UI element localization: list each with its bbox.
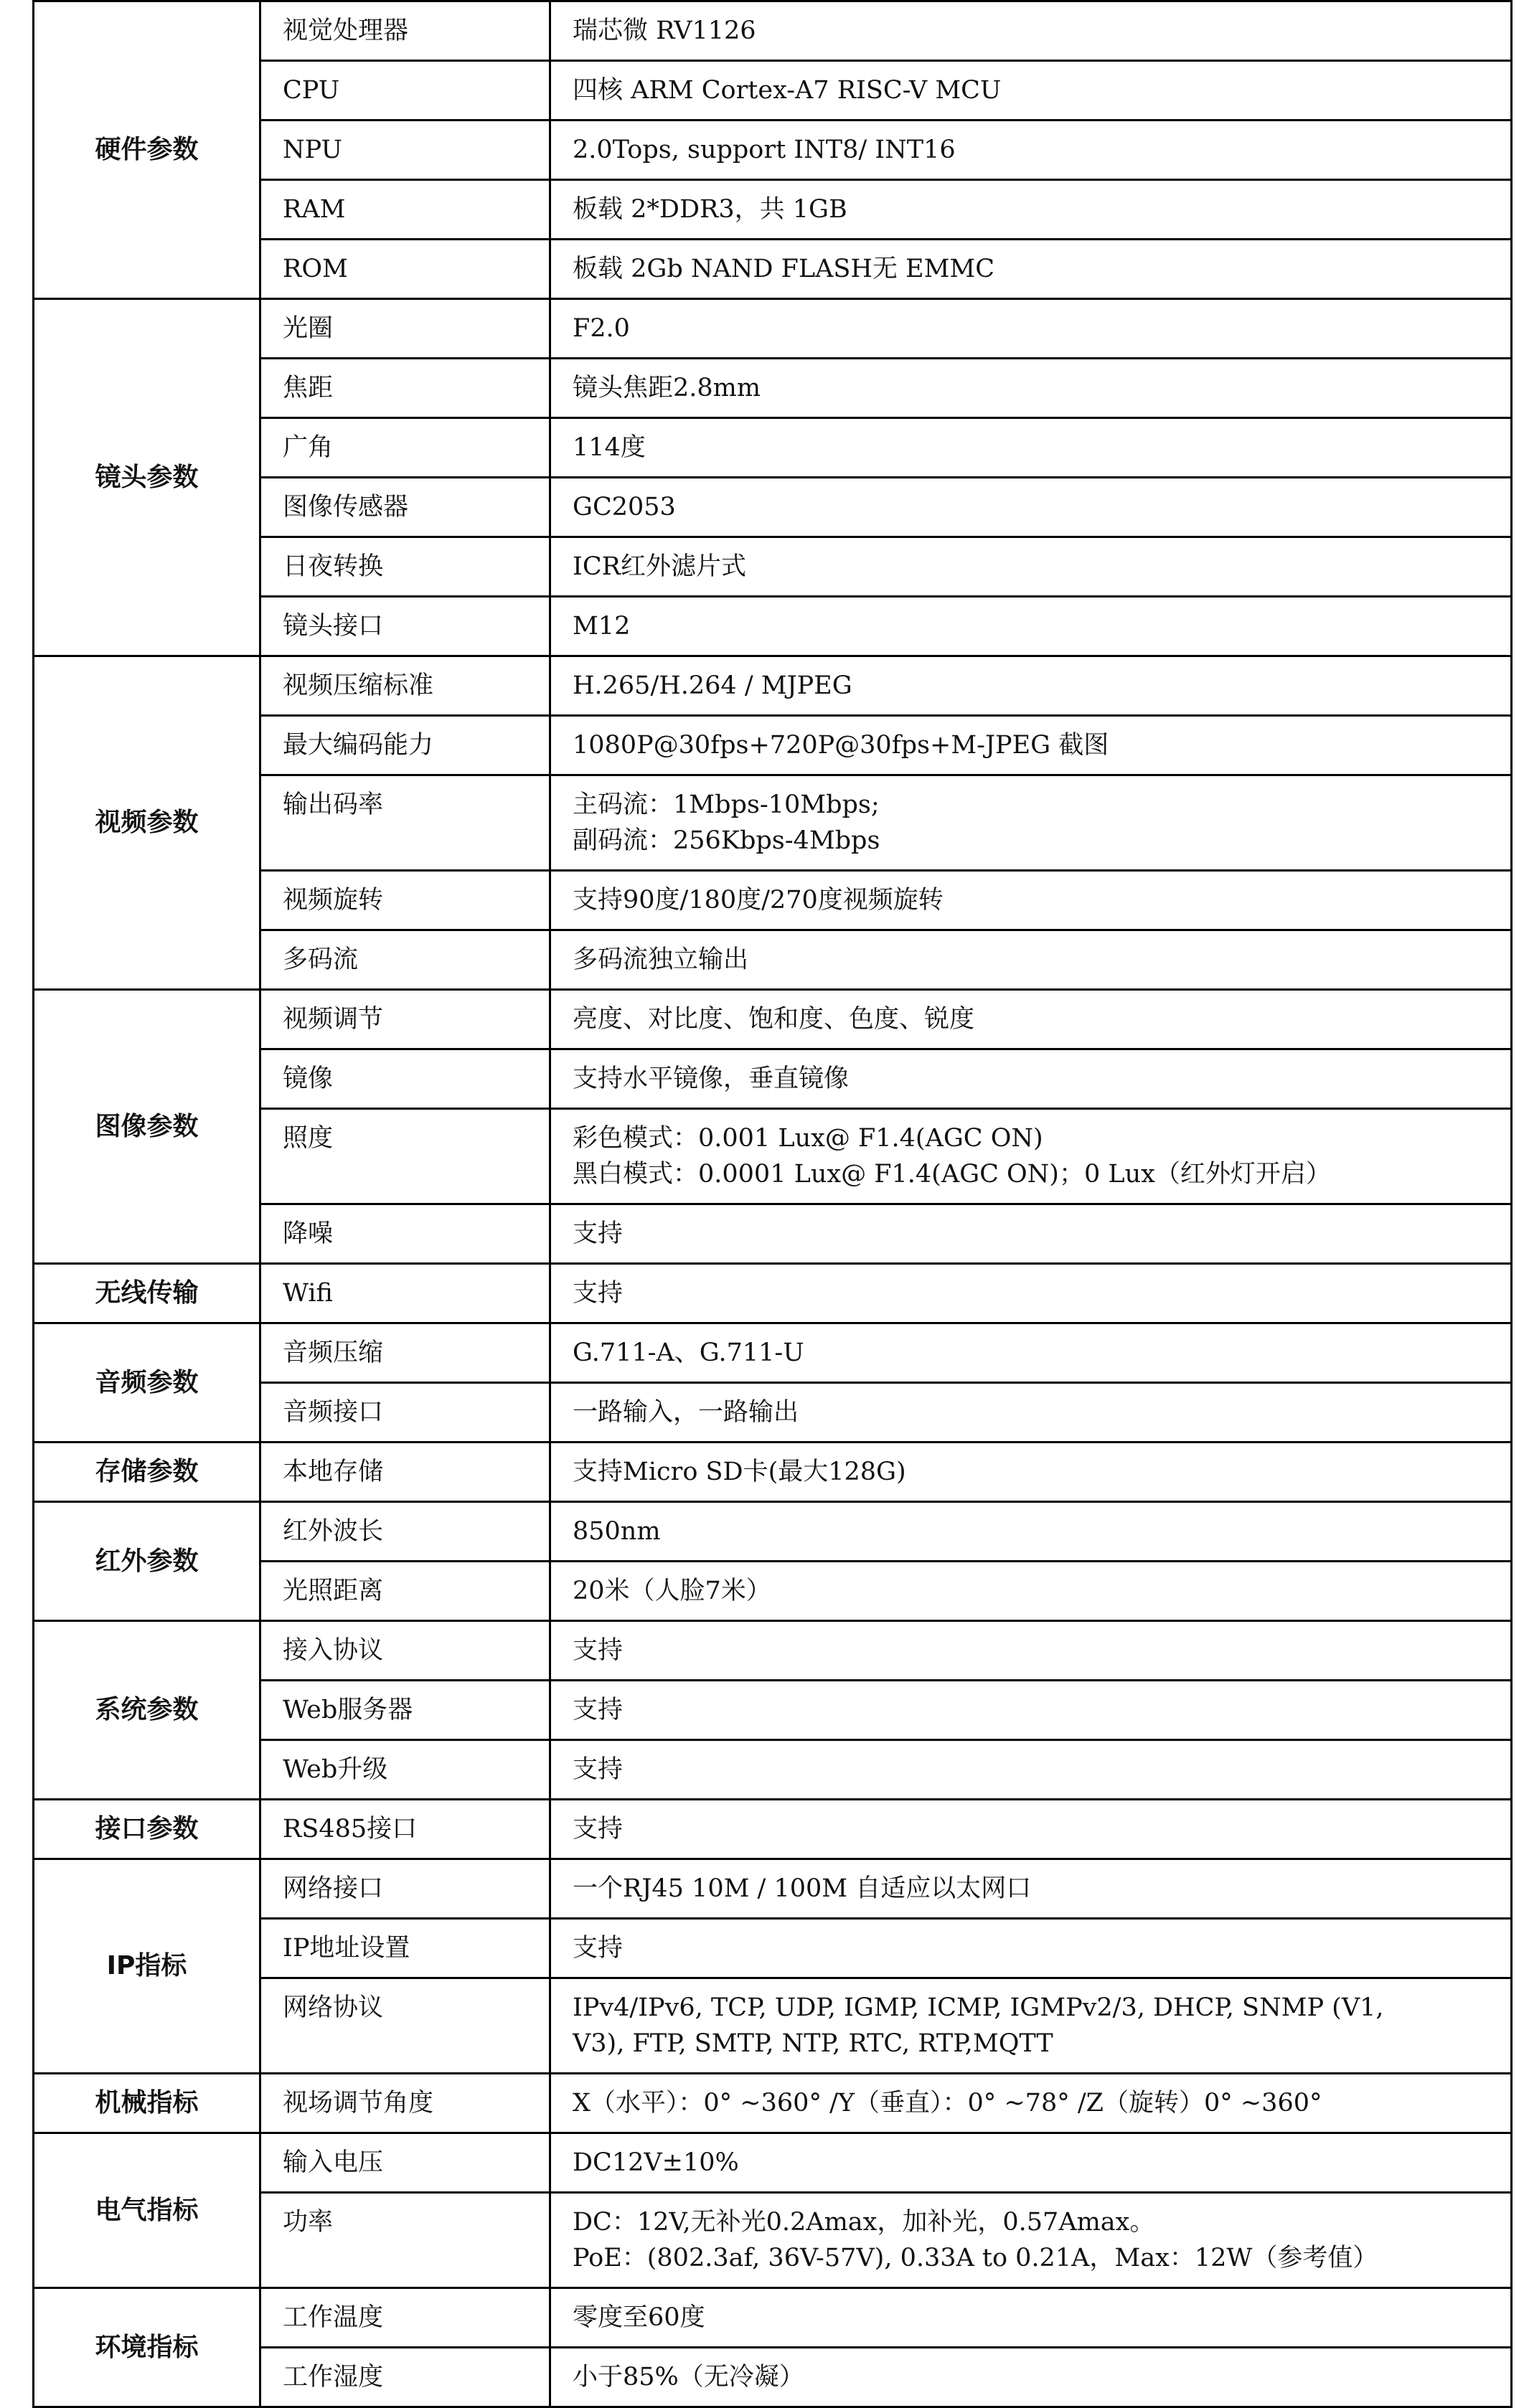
category-cell: 红外参数 xyxy=(34,1502,260,1621)
category-cell: 图像参数 xyxy=(34,990,260,1264)
parameter-name-cell: 最大编码能力 xyxy=(260,716,550,775)
parameter-value-cell: 亮度、对比度、饱和度、色度、锐度 xyxy=(550,990,1512,1049)
parameter-name-cell: 光照距离 xyxy=(260,1562,550,1621)
table-row xyxy=(34,990,1512,1049)
parameter-name-cell: Wifi xyxy=(260,1264,550,1323)
table-row xyxy=(34,1264,1512,1323)
category-cell: 电气指标 xyxy=(34,2133,260,2288)
spec-table xyxy=(32,0,1513,2408)
parameter-value-cell: 支持 xyxy=(550,1800,1512,1859)
category-cell: 镜头参数 xyxy=(34,299,260,656)
parameter-name-cell: IP地址设置 xyxy=(260,1919,550,1978)
parameter-name-cell: 视频旋转 xyxy=(260,871,550,930)
parameter-value-cell: F2.0 xyxy=(550,299,1512,359)
parameter-name-cell: 日夜转换 xyxy=(260,537,550,597)
parameter-value-cell: 主码流：1Mbps-10Mbps; 副码流：256Kbps-4Mbps xyxy=(550,775,1512,871)
table-row xyxy=(34,1621,1512,1681)
parameter-name-cell: 图像传感器 xyxy=(260,478,550,537)
parameter-name-cell: 视场调节角度 xyxy=(260,2074,550,2133)
category-cell: IP指标 xyxy=(34,1859,260,2074)
parameter-value-cell: DC12V±10% xyxy=(550,2133,1512,2193)
table-row xyxy=(34,1323,1512,1383)
parameter-value-cell: 小于85%（无冷凝） xyxy=(550,2348,1512,2407)
table-row xyxy=(34,656,1512,716)
parameter-name-cell: 红外波长 xyxy=(260,1502,550,1562)
parameter-value-cell: 114度 xyxy=(550,418,1512,478)
parameter-name-cell: 音频接口 xyxy=(260,1383,550,1443)
table-row xyxy=(34,1,1512,61)
parameter-name-cell: 接入协议 xyxy=(260,1621,550,1681)
table-row xyxy=(34,1859,1512,1919)
parameter-name-cell: 音频压缩 xyxy=(260,1323,550,1383)
category-cell: 机械指标 xyxy=(34,2074,260,2133)
parameter-value-cell: M12 xyxy=(550,597,1512,656)
table-row xyxy=(34,1502,1512,1562)
parameter-value-cell: 一路输入，一路输出 xyxy=(550,1383,1512,1443)
parameter-name-cell: 网络协议 xyxy=(260,1978,550,2074)
parameter-value-cell: 支持 xyxy=(550,1264,1512,1323)
parameter-name-cell: 降噪 xyxy=(260,1204,550,1264)
parameter-name-cell: 功率 xyxy=(260,2193,550,2288)
parameter-value-cell: 2.0Tops, support INT8/ INT16 xyxy=(550,121,1512,180)
parameter-name-cell: 工作湿度 xyxy=(260,2348,550,2407)
table-row xyxy=(34,2074,1512,2133)
parameter-value-cell: 一个RJ45 10M / 100M 自适应以太网口 xyxy=(550,1859,1512,1919)
parameter-name-cell: 工作温度 xyxy=(260,2288,550,2348)
parameter-value-cell: DC：12V,无补光0.2Amax，加补光，0.57Amax。 PoE：(802.3af, 36V-57V), 0.33A to 0.21A，Max：12W（参考值） xyxy=(550,2193,1512,2288)
table-row xyxy=(34,2133,1512,2193)
table-row xyxy=(34,1800,1512,1859)
parameter-value-cell: 1080P@30fps+720P@30fps+M-JPEG 截图 xyxy=(550,716,1512,775)
parameter-value-cell: 板载 2*DDR3，共 1GB xyxy=(550,180,1512,240)
parameter-value-cell: ICR红外滤片式 xyxy=(550,537,1512,597)
category-cell: 无线传输 xyxy=(34,1264,260,1323)
parameter-name-cell: 镜头接口 xyxy=(260,597,550,656)
category-cell: 接口参数 xyxy=(34,1800,260,1859)
parameter-value-cell: 瑞芯微 RV1126 xyxy=(550,1,1512,61)
parameter-name-cell: 视频压缩标准 xyxy=(260,656,550,716)
parameter-value-cell: IPv4/IPv6, TCP, UDP, IGMP, ICMP, IGMPv2/3, DHCP, SNMP (V1, V3), FTP, SMTP, NTP, RTC, RTP,MQTT xyxy=(550,1978,1512,2074)
parameter-value-cell: 零度至60度 xyxy=(550,2288,1512,2348)
parameter-name-cell: 多码流 xyxy=(260,930,550,990)
table-row xyxy=(34,299,1512,359)
parameter-value-cell: 支持 xyxy=(550,1740,1512,1800)
spec-table-body xyxy=(34,1,1512,2407)
parameter-name-cell: CPU xyxy=(260,61,550,121)
parameter-name-cell: RS485接口 xyxy=(260,1800,550,1859)
parameter-value-cell: 20米（人脸7米） xyxy=(550,1562,1512,1621)
parameter-name-cell: Web服务器 xyxy=(260,1681,550,1740)
parameter-value-cell: X（水平）：0° ~360° /Y（垂直）：0° ~78° /Z（旋转）0° ~360° xyxy=(550,2074,1512,2133)
parameter-name-cell: 视频调节 xyxy=(260,990,550,1049)
category-cell: 系统参数 xyxy=(34,1621,260,1800)
parameter-name-cell: RAM xyxy=(260,180,550,240)
parameter-name-cell: 广角 xyxy=(260,418,550,478)
parameter-name-cell: Web升级 xyxy=(260,1740,550,1800)
parameter-name-cell: ROM xyxy=(260,240,550,299)
parameter-value-cell: H.265/H.264 / MJPEG xyxy=(550,656,1512,716)
parameter-name-cell: NPU xyxy=(260,121,550,180)
parameter-value-cell: 支持 xyxy=(550,1621,1512,1681)
parameter-name-cell: 光圈 xyxy=(260,299,550,359)
parameter-value-cell: 支持Micro SD卡(最大128G) xyxy=(550,1443,1512,1502)
parameter-value-cell: 支持水平镜像，垂直镜像 xyxy=(550,1049,1512,1109)
parameter-name-cell: 视觉处理器 xyxy=(260,1,550,61)
parameter-name-cell: 镜像 xyxy=(260,1049,550,1109)
category-cell: 存储参数 xyxy=(34,1443,260,1502)
parameter-name-cell: 网络接口 xyxy=(260,1859,550,1919)
parameter-name-cell: 本地存储 xyxy=(260,1443,550,1502)
category-cell: 环境指标 xyxy=(34,2288,260,2407)
parameter-value-cell: 镜头焦距2.8mm xyxy=(550,359,1512,418)
parameter-value-cell: 支持 xyxy=(550,1919,1512,1978)
category-cell: 视频参数 xyxy=(34,656,260,990)
parameter-name-cell: 输入电压 xyxy=(260,2133,550,2193)
parameter-name-cell: 焦距 xyxy=(260,359,550,418)
table-row xyxy=(34,2288,1512,2348)
parameter-value-cell: 850nm xyxy=(550,1502,1512,1562)
parameter-name-cell: 输出码率 xyxy=(260,775,550,871)
parameter-value-cell: GC2053 xyxy=(550,478,1512,537)
category-cell: 硬件参数 xyxy=(34,1,260,299)
parameter-value-cell: 支持 xyxy=(550,1681,1512,1740)
parameter-name-cell: 照度 xyxy=(260,1109,550,1204)
parameter-value-cell: 四核 ARM Cortex-A7 RISC-V MCU xyxy=(550,61,1512,121)
parameter-value-cell: G.711-A、G.711-U xyxy=(550,1323,1512,1383)
parameter-value-cell: 多码流独立输出 xyxy=(550,930,1512,990)
parameter-value-cell: 板载 2Gb NAND FLASH无 EMMC xyxy=(550,240,1512,299)
table-row xyxy=(34,1443,1512,1502)
parameter-value-cell: 彩色模式：0.001 Lux@ F1.4(AGC ON) 黑白模式：0.0001 Lux@ F1.4(AGC ON)；0 Lux（红外灯开启） xyxy=(550,1109,1512,1204)
parameter-value-cell: 支持90度/180度/270度视频旋转 xyxy=(550,871,1512,930)
parameter-value-cell: 支持 xyxy=(550,1204,1512,1264)
category-cell: 音频参数 xyxy=(34,1323,260,1443)
